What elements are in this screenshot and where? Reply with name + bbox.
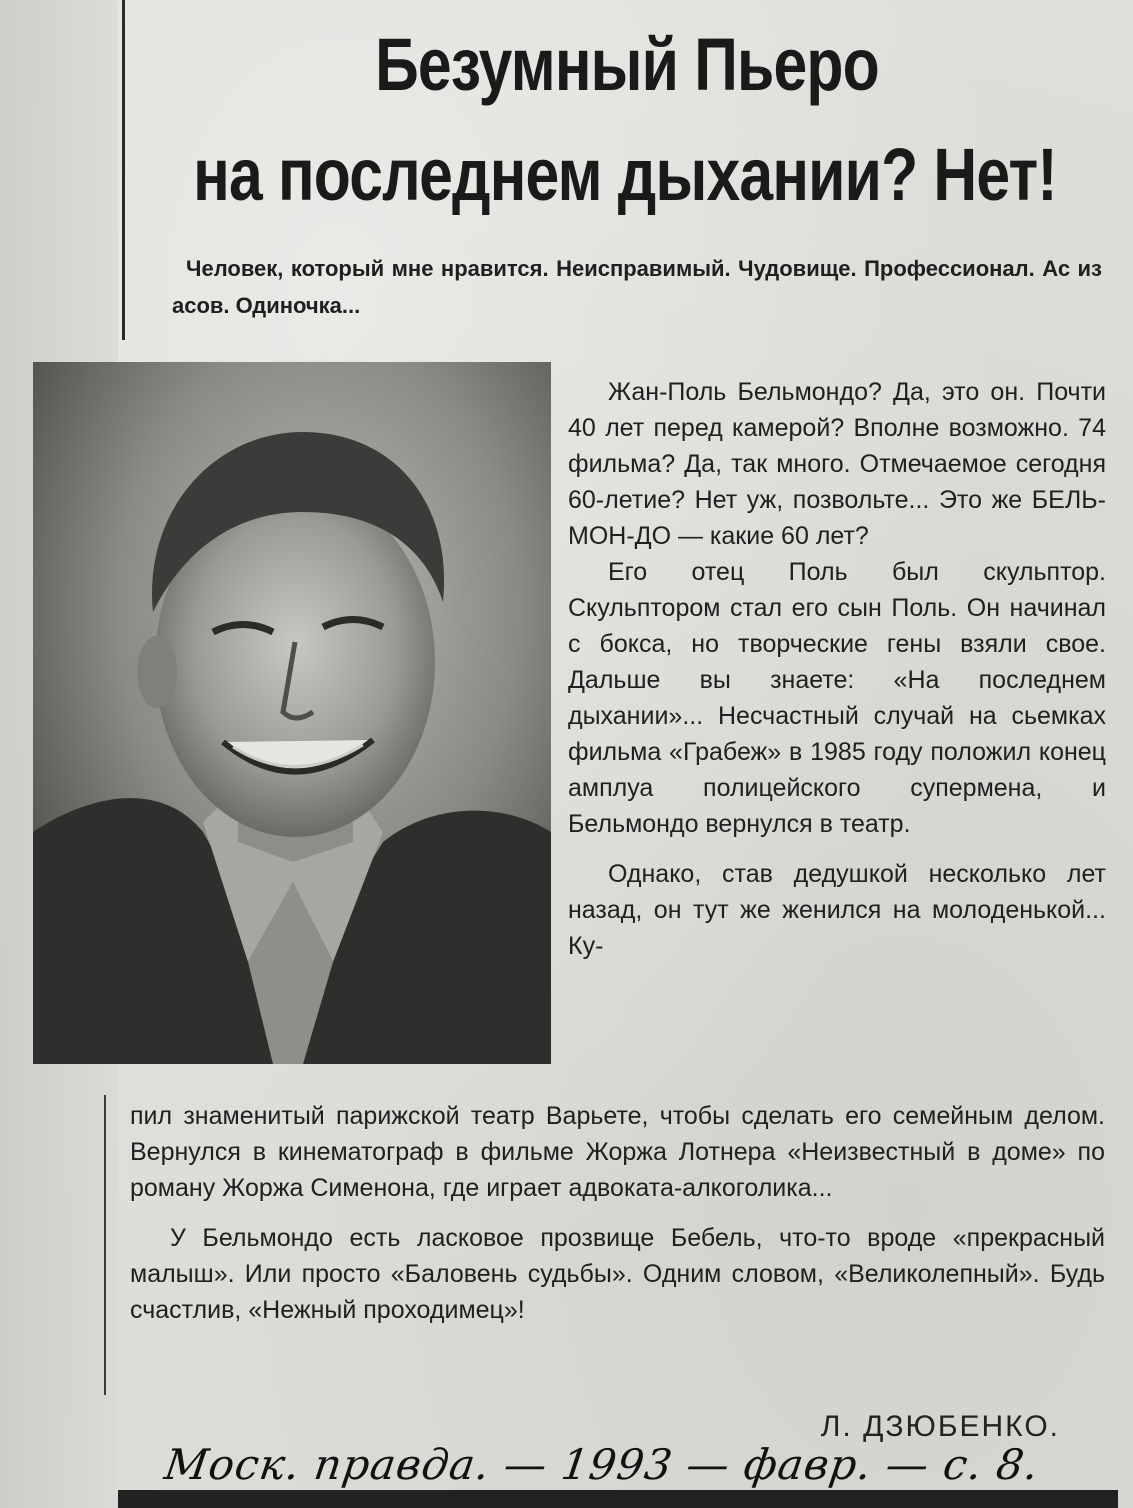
author-signature: Л. ДЗЮБЕНКО.: [820, 1410, 1060, 1443]
article-paragraph: У Бельмондо есть ласковое прозвище Бебель, что-то вроде «прекрасный малыш». Или просто «Баловень судьбы». Одним словом, «Великолепный». Будь счастлив, «Нежный проходимец»!: [130, 1224, 1105, 1324]
portrait-photo-drawing: [33, 362, 551, 1064]
portrait-photo: [33, 362, 551, 1064]
article-column-full: [130, 1072, 1105, 1328]
lead-paragraph: Человек, который мне нравится. Неисправимый. Чудовище. Профессионал. Ас из асов. Одиночка...: [172, 256, 1102, 318]
article-column-right: [568, 374, 1106, 964]
headline-line-2: на последнем дыхании? Нет!: [193, 133, 1057, 216]
article-paragraph: Его отец Поль был скульптор. Скульптором стал его сын Поль. Он начинал с бокса, но творческие гены взяли свое. Дальше вы знаете: «На последнем дыхании»... Несчастный случай на сьемках фильма «Грабеж» в 1985 году положил конец амплуа полицейского супермена, и Бельмондо вернулся в театр.: [568, 558, 1106, 838]
bottom-rule: [118, 1490, 1118, 1508]
headline-line-1: Безумный Пьеро: [375, 23, 879, 106]
article-paragraph-continued: пил знаменитый парижской театр Варьете, чтобы сделать его семейным делом. Вернулся в кинематограф в фильме Жоржа Лотнера «Неизвестный в доме» по роману Жоржа Сименона, где играет адвоката-алкоголика...: [130, 1102, 1105, 1202]
column-rule: [122, 0, 125, 340]
column-rule: [104, 1095, 106, 1395]
handwritten-source-note: Моск. правда. — 1993 — фавр. — с. 8.: [161, 1440, 1043, 1489]
article-paragraph: Жан-Поль Бельмондо? Да, это он. Почти 40 лет перед камерой? Вполне возможно. 74 фильма? Да, так много. Отмечаемое сегодня 60-летие? Нет уж, позвольте... Это же БЕЛЬ-МОН-ДО — какие 60 лет?: [568, 378, 1106, 550]
article-paragraph: Однако, став дедушкой несколько лет назад, он тут же женился на молоденькой... Ку-: [568, 860, 1106, 960]
